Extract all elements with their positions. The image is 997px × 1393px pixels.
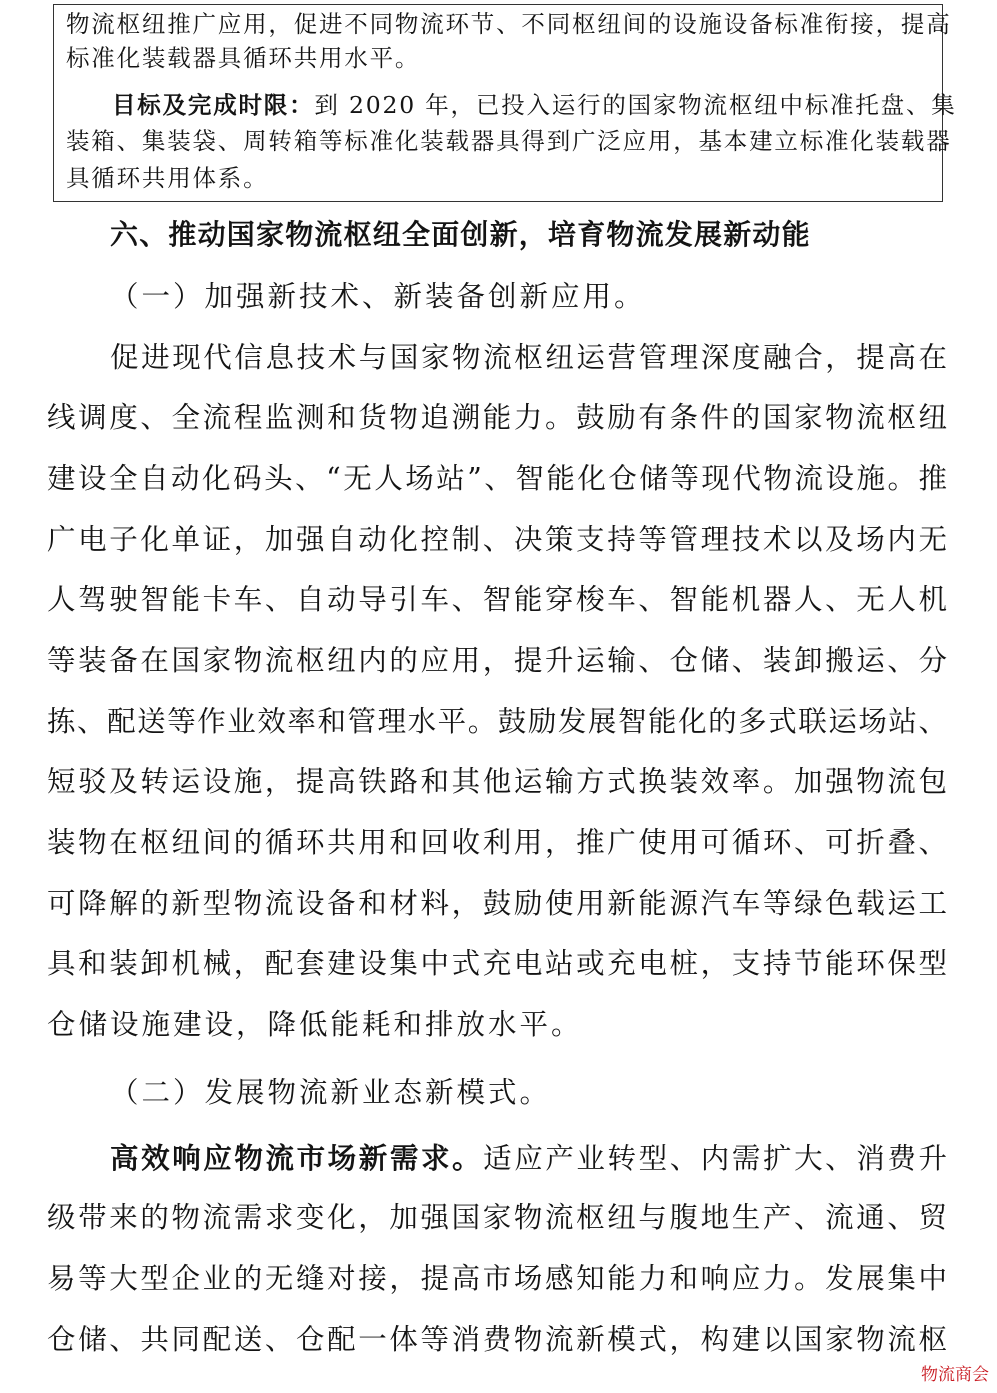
para2-line: 仓储、共同配送、仓配一体等消费物流新模式，构建以国家物流枢 — [47, 1323, 947, 1356]
para2-lead: 高效响应物流市场新需求。 — [110, 1141, 484, 1175]
para1-line: 仓储设施建设，降低能耗和排放水平。 — [47, 1008, 583, 1041]
para2-line: 级带来的物流需求变化，加强国家物流枢纽与腹地生产、流通、贸 — [47, 1201, 947, 1234]
para2-line — [110, 1136, 947, 1181]
para2-line: 易等大型企业的无缝对接，提高市场感知能力和响应力。发展集中 — [47, 1262, 947, 1295]
box-line-4: 装箱、集装袋、周转箱等标准化装载器具得到广泛应用，基本建立标准化装载器 — [66, 127, 952, 155]
box-line-2: 标准化装载器具循环共用水平。 — [66, 44, 421, 72]
para1-line: 人驾驶智能卡车、自动导引车、智能穿梭车、智能机器人、无人机 — [47, 583, 947, 616]
para1-line: 建设全自动化码头、“无人场站”、智能化仓储等现代物流设施。推 — [47, 462, 947, 495]
box-line-3 — [112, 90, 957, 120]
para1-line: 可降解的新型物流设备和材料，鼓励使用新能源汽车等绿色载运工 — [47, 887, 947, 920]
para1-line: 短驳及转运设施，提高铁路和其他运输方式换装效率。加强物流包 — [47, 765, 947, 798]
section-heading: 六、推动国家物流枢纽全面创新，培育物流发展新动能 — [110, 218, 811, 251]
box-line-3-text: 到 2020 年，已投入运行的国家物流枢纽中标准托盘、集 — [314, 91, 957, 119]
para2-line-1-text: 适应产业转型、内需扩大、消费升 — [483, 1142, 947, 1175]
target-label: 目标及完成时限： — [112, 91, 315, 119]
para1-line: 拣、配送等作业效率和管理水平。鼓励发展智能化的多式联运场站、 — [47, 705, 947, 738]
box-line-1: 物流枢纽推广应用，促进不同物流环节、不同枢纽间的设施设备标准衔接，提高 — [66, 10, 952, 38]
box-line-5: 具循环共用体系。 — [66, 164, 269, 192]
target-box — [53, 4, 957, 202]
para1-line: 具和装卸机械，配套建设集中式充电站或充电桩，支持节能环保型 — [47, 947, 947, 980]
subheading-2: （二）发展物流新业态新模式。 — [110, 1076, 552, 1109]
subheading-1: （一）加强新技术、新装备创新应用。 — [110, 280, 646, 313]
para1-line: 等装备在国家物流枢纽内的应用，提升运输、仓储、装卸搬运、分 — [47, 644, 947, 677]
para1-line: 广电子化单证，加强自动化控制、决策支持等管理技术以及场内无 — [47, 523, 947, 556]
para1-line: 装物在枢纽间的循环共用和回收利用，推广使用可循环、可折叠、 — [47, 826, 947, 859]
watermark: 物流商会 — [921, 1365, 989, 1385]
para1-line: 促进现代信息技术与国家物流枢纽运营管理深度融合，提高在 — [110, 341, 947, 374]
para1-line: 线调度、全流程监测和货物追溯能力。鼓励有条件的国家物流枢纽 — [47, 401, 947, 434]
